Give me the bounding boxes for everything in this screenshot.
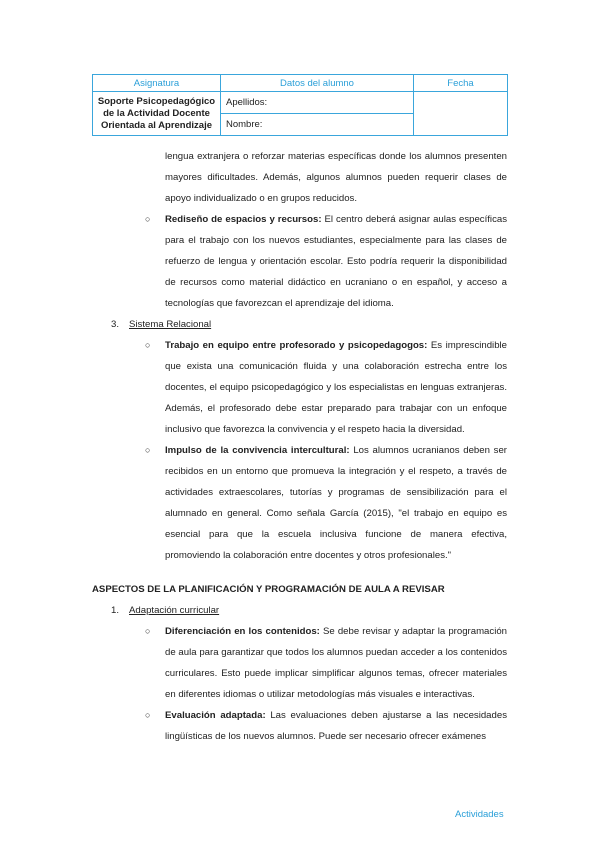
bullet-adapted-evaluation bbox=[92, 705, 507, 747]
list-item-title: Adaptación curricular bbox=[129, 605, 220, 616]
subject-line-1: Soporte Psicopedagógico bbox=[97, 95, 216, 107]
bullet-text: Es imprescindible que exista una comunicación fluida y una colaboración estrecha entre los docentes, el equipo psicopedagógico y los especialistas en lenguas extranjeras. Además, el profesorado debe estar preparado para trabajar con un enfoque inclusivo que favorezca la convivencia y el respeto hacia la diversidad. bbox=[165, 340, 507, 435]
bullet-intercultural bbox=[92, 440, 507, 566]
document-body bbox=[92, 146, 507, 747]
name-field bbox=[221, 114, 414, 136]
bullet-title: Trabajo en equipo entre profesorado y psicopedagogos: bbox=[165, 340, 428, 351]
bullet-text: Se debe revisar y adaptar la programación de aula para garantizar que todos los alumnos puedan acceder a los contenidos curriculares. Esto puede implicar simplificar algunos temas, ofrecer materiales en diferentes idiomas o utilizar metodologías más visuales e interactivas. bbox=[165, 626, 507, 700]
bullet-title: Evaluación adaptada: bbox=[165, 710, 266, 721]
footer-label: Actividades bbox=[455, 809, 504, 820]
bullet-redesign-spaces bbox=[92, 209, 507, 314]
subject-name bbox=[93, 92, 221, 136]
subject-line-2: de la Actividad Docente bbox=[103, 107, 210, 119]
list-item-relational-system bbox=[92, 314, 507, 335]
bullet-content-differentiation bbox=[92, 621, 507, 705]
bullet-circle-icon: ○ bbox=[145, 710, 151, 720]
date-field bbox=[414, 92, 508, 136]
surname-label: Apellidos: bbox=[226, 97, 268, 108]
bullet-title: Rediseño de espacios y recursos: bbox=[165, 214, 322, 225]
header-col-student: Datos del alumno bbox=[221, 75, 414, 92]
bullet-circle-icon: ○ bbox=[145, 626, 151, 636]
continued-text: lengua extranjera o reforzar materias específicas donde los alumnos presenten mayores dificultades. Además, algunos alumnos pueden requerir clases de apoyo individualizado o en grupos reducidos. bbox=[165, 151, 507, 204]
list-item-curricular bbox=[92, 600, 507, 621]
header-table bbox=[92, 74, 508, 136]
continued-paragraph bbox=[92, 146, 507, 209]
bullet-text: Los alumnos ucranianos deben ser recibidos en un entorno que promueva la integración y el respeto, a través de actividades extraescolares, tutorías y programas de sensibilización para el alumnado en general. Como señala García (2015), "el trabajo en equipo es esencial para que la escuela inclusiva funcione de manera efectiva, promoviendo la colaboración entre docentes y otros profesionales." bbox=[165, 445, 508, 561]
bullet-circle-icon: ○ bbox=[145, 445, 151, 455]
bullet-title: Diferenciación en los contenidos: bbox=[165, 626, 320, 637]
list-item-title: Sistema Relacional bbox=[129, 319, 212, 330]
surname-field bbox=[221, 92, 414, 114]
header-col-date: Fecha bbox=[414, 75, 508, 92]
section-title: ASPECTOS DE LA PLANIFICACIÓN Y PROGRAMACIÓN DE AULA A REVISAR bbox=[92, 584, 445, 595]
bullet-text: Las evaluaciones deben ajustarse a las necesidades lingüísticas de los nuevos alumnos. Puede ser necesario ofrecer exámenes bbox=[165, 710, 507, 742]
bullet-title: Impulso de la convivencia intercultural: bbox=[165, 445, 350, 456]
header-col-subject: Asignatura bbox=[93, 75, 221, 92]
list-number: 3. bbox=[111, 319, 120, 330]
bullet-teamwork bbox=[92, 335, 507, 440]
subject-line-3: Orientada al Aprendizaje bbox=[100, 119, 213, 131]
bullet-circle-icon: ○ bbox=[145, 340, 151, 350]
bullet-text: El centro deberá asignar aulas específicas para el trabajo con los nuevos estudiantes, especialmente para las clases de refuerzo de lengua y orientación escolar. Esto podría requerir la disponibilidad de recursos como material didáctico en ucraniano o en español, y acceso a tecnologías que favorezcan el aprendizaje del idioma. bbox=[165, 214, 507, 309]
list-number: 1. bbox=[111, 605, 120, 616]
name-label: Nombre: bbox=[226, 119, 263, 130]
bullet-circle-icon: ○ bbox=[145, 214, 151, 224]
